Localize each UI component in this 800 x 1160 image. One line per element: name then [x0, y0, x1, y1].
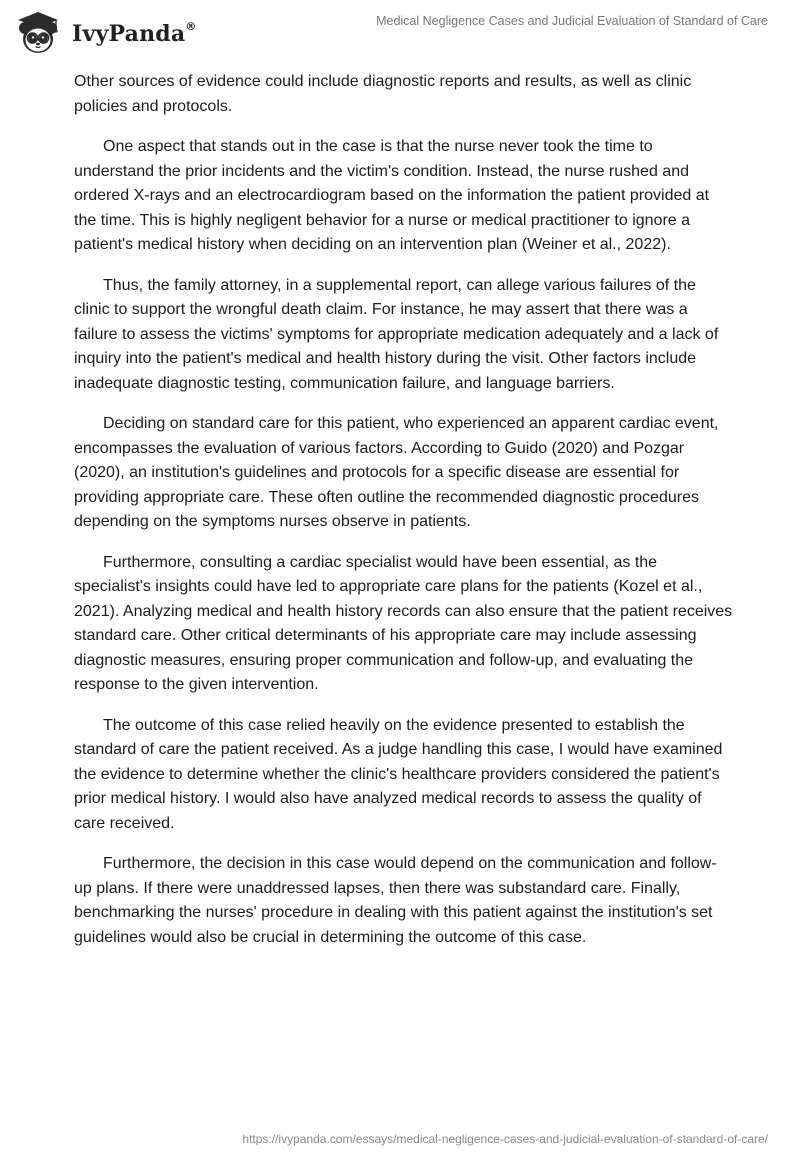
- paragraph: Furthermore, the decision in this case would depend on the communication and follow-up plans. If there were unaddressed lapses, then there was substandard care. Finally, benchmarking the nurses' procedure in dealing with this patient against the institution's set guidelines would also be crucial in determining the outcome of this case.: [74, 855, 717, 946]
- paragraph: Furthermore, consulting a cardiac specialist would have been essential, as the specialist's insights could have led to appropriate care plans for the patients (Kozel et al., 2021). Analyzing medical and health history records can also ensure that the patient receives standard care. Other critical determinants of his appropriate care may include assessing diagnostic measures, ensuring proper communication and follow-up, and evaluating the response to the given intervention.: [74, 553, 733, 693]
- paragraph: Other sources of evidence could include diagnostic reports and results, as well as clinic policies and protocols.: [74, 73, 692, 115]
- paragraph: Thus, the family attorney, in a supplemental report, can allege various failures of the clinic to support the wrongful death claim. For instance, he may assert that there was a failure to assess the victims' symptoms for appropriate medication adequately and a lack of inquiry into the patient's medical and health history during the visit. Other factors include inadequate diagnostic testing, communication failure, and language barriers.: [74, 276, 719, 392]
- essay-body: [74, 70, 734, 966]
- logo-wordmark: [72, 21, 197, 47]
- document-title: Medical Negligence Cases and Judicial Evaluation of Standard of Care: [376, 14, 768, 28]
- registered-mark: ®: [185, 19, 197, 33]
- source-url[interactable]: https://ivypanda.com/essays/medical-negligence-cases-and-judicial-evaluation-of-standard-of-care/: [242, 1132, 768, 1146]
- logo-text: IvyPanda: [72, 21, 186, 47]
- panda-graduation-cap-icon: [14, 10, 62, 56]
- page-header: [0, 0, 800, 70]
- paragraph: The outcome of this case relied heavily on the evidence presented to establish the standard of care the patient received. As a judge handling this case, I would have examined the evidence to determine whether the clinic's healthcare providers considered the patient's prior medical history. I would also have analyzed medical records to assess the quality of care received.: [74, 716, 723, 832]
- paragraph: One aspect that stands out in the case is that the nurse never took the time to understand the prior incidents and the victim's condition. Instead, the nurse rushed and ordered X-rays and an electrocardiogram based on the information the patient provided at the time. This is highly negligent behavior for a nurse or medical practitioner to ignore a patient's medical history when deciding on an intervention plan (Weiner et al., 2022).: [74, 138, 710, 253]
- logo[interactable]: [14, 10, 197, 56]
- paragraph: Deciding on standard care for this patient, who experienced an apparent cardiac event, encompasses the evaluation of various factors. According to Guido (2020) and Pozgar (2020), an institution's guidelines and protocols for a specific disease are essential for providing appropriate care. These often outline the recommended diagnostic procedures depending on the symptoms nurses observe in patients.: [74, 415, 719, 530]
